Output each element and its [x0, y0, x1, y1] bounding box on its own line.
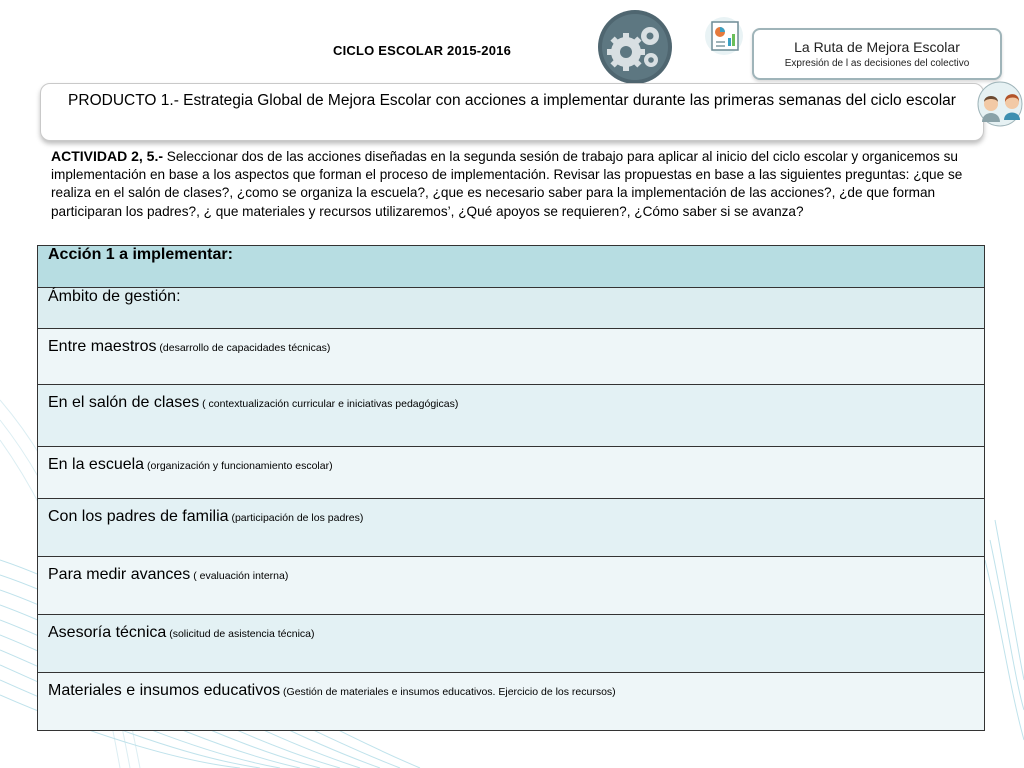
action-plan-table [37, 245, 985, 731]
row-materiales-insumos[interactable] [38, 673, 985, 731]
row-label: Asesoría técnica [48, 624, 167, 641]
row-escuela[interactable] [38, 447, 985, 499]
row-note: ( evaluación interna) [190, 570, 289, 582]
table-row[interactable] [38, 557, 985, 615]
row-note: (solicitud de asistencia técnica) [166, 628, 315, 640]
row-note: (Gestión de materiales e insumos educativos. Ejercicio de los recursos) [280, 686, 616, 698]
row-note: ( contextualización curricular e iniciativas pedagógicas) [199, 398, 459, 410]
gears-logo-icon [596, 8, 674, 86]
row-label: En la escuela [48, 456, 145, 473]
row-padres-familia[interactable] [38, 499, 985, 557]
row-label: Para medir avances [48, 566, 191, 583]
row-note: (participación de los padres) [228, 512, 364, 524]
cycle-title: CICLO ESCOLAR 2015-2016 [333, 43, 511, 58]
action-heading: Acción 1 a implementar: [38, 246, 985, 288]
row-label: En el salón de clases [48, 394, 200, 411]
row-asesoria-tecnica[interactable] [38, 615, 985, 673]
ruta-subtitle: Expresión de l as decisiones del colectivo [784, 58, 970, 69]
table-row[interactable] [38, 615, 985, 673]
product-text: PRODUCTO 1.- Estrategia Global de Mejora Escolar con acciones a implementar durante las primeras semanas del ciclo escolar [68, 92, 956, 109]
row-salon-clases[interactable] [38, 385, 985, 447]
table-header-row [38, 246, 985, 288]
table-row[interactable] [38, 499, 985, 557]
ambito-row [38, 288, 985, 329]
table-row[interactable] [38, 673, 985, 731]
row-label: Materiales e insumos educativos [48, 682, 281, 699]
ruta-mejora-box [752, 28, 1002, 80]
table-row[interactable] [38, 329, 985, 385]
table-row[interactable] [38, 447, 985, 499]
row-note: (organización y funcionamiento escolar) [144, 460, 333, 472]
row-note: (desarrollo de capacidades técnicas) [156, 342, 331, 354]
ruta-title: La Ruta de Mejora Escolar [794, 39, 960, 55]
activity-instructions [51, 147, 981, 221]
activity-text: Seleccionar dos de las acciones diseñadas en la segunda sesión de trabajo para aplicar al inicio del ciclo escolar y organicemos su implementación en base a los aspectos que forman el proceso de implementación. Revisar las propuestas en base a las siguientes preguntas: ¿que se realiza en el salón de clases?, ¿como se organiza la escuela?, ¿que es necesario saber para la implementación de las acciones?, ¿de que forman participaran los padres?, ¿ que materiales y recursos utilizaremos’, ¿Qué apoyos se requieren?, ¿Cómo saber si se avanza? [51, 149, 963, 219]
table-row[interactable] [38, 385, 985, 447]
teachers-people-icon [974, 80, 1024, 128]
row-entre-maestros[interactable] [38, 329, 985, 385]
ambito-label: Ámbito de gestión: [38, 288, 985, 329]
product-banner [40, 83, 984, 141]
activity-label: ACTIVIDAD 2, 5.- [51, 148, 164, 164]
row-label: Con los padres de familia [48, 508, 229, 525]
row-medir-avances[interactable] [38, 557, 985, 615]
chart-report-icon [704, 14, 746, 56]
row-label: Entre maestros [48, 338, 157, 355]
